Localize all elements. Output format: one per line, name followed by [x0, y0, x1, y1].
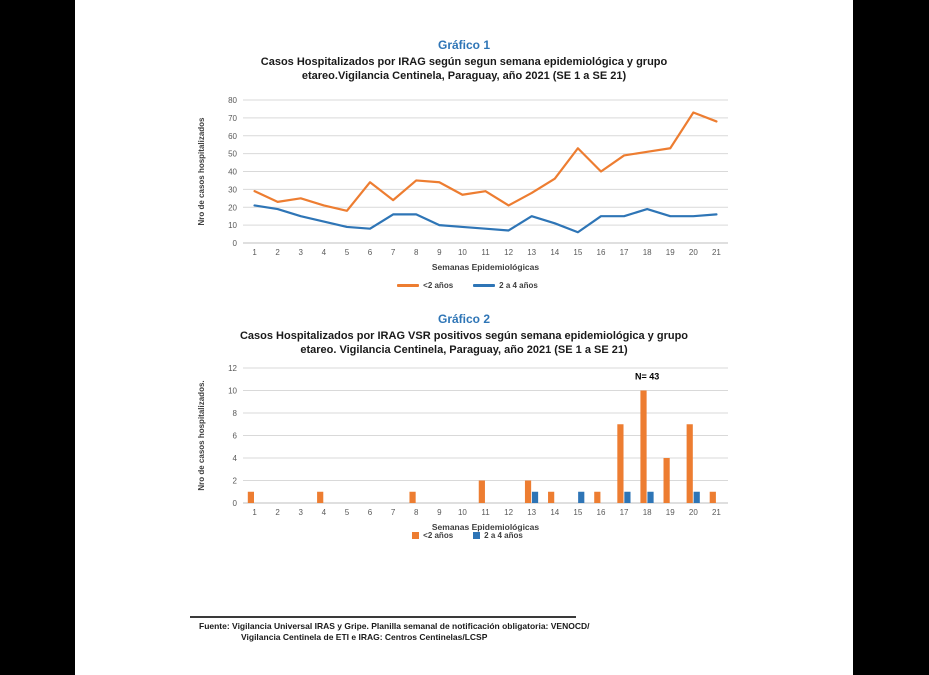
svg-text:30: 30 [228, 185, 237, 195]
svg-text:10: 10 [457, 508, 467, 517]
svg-text:10: 10 [228, 386, 237, 396]
svg-text:11: 11 [481, 248, 490, 257]
figure1-heading: Gráfico 1 [437, 38, 491, 52]
svg-text:11: 11 [481, 508, 490, 517]
legend-item [473, 281, 538, 290]
svg-text:6: 6 [367, 248, 373, 257]
svg-text:7: 7 [390, 508, 396, 517]
svg-text:20: 20 [228, 203, 237, 213]
svg-text:40: 40 [228, 167, 237, 177]
svg-text:18: 18 [642, 508, 652, 517]
blue-square-swatch [473, 532, 480, 539]
svg-text:13: 13 [527, 248, 537, 257]
svg-text:2: 2 [232, 476, 237, 486]
svg-text:Nro de casos hospitalizados.: Nro de casos hospitalizados. [197, 380, 206, 491]
svg-text:14: 14 [550, 248, 560, 257]
svg-text:4: 4 [321, 248, 327, 257]
line-chart-irag-by-week [195, 90, 740, 275]
svg-text:12: 12 [504, 508, 514, 517]
legend-label: <2 años [423, 281, 454, 290]
svg-text:70: 70 [228, 113, 237, 123]
footer-source-line1: Fuente: Vigilancia Universal IRAS y Gripe. Planilla semanal de notificación obligatoria: VENOCD/ [199, 621, 590, 631]
svg-text:1: 1 [252, 248, 257, 257]
svg-text:50: 50 [228, 149, 237, 159]
figure2-legend [195, 531, 740, 540]
svg-text:9: 9 [437, 508, 442, 517]
svg-text:8: 8 [413, 508, 419, 517]
footer-separator [190, 616, 576, 618]
svg-text:4: 4 [232, 454, 237, 463]
svg-text:8: 8 [232, 409, 237, 418]
svg-text:16: 16 [596, 508, 606, 517]
svg-text:2: 2 [275, 508, 280, 517]
figure2-title-line2: etareo. Vigilancia Centinela, Paraguay, año 2021 (SE 1 a SE 21) [300, 344, 628, 356]
svg-text:9: 9 [437, 248, 442, 257]
svg-text:3: 3 [298, 508, 303, 517]
legend-item [397, 281, 453, 290]
footer-source-line2: Vigilancia Centinela de ETI e IRAG: Centros Centinelas/LCSP [241, 632, 488, 642]
svg-text:N= 43: N= 43 [635, 371, 660, 382]
svg-text:15: 15 [573, 508, 583, 517]
svg-text:6: 6 [232, 431, 237, 441]
bar-chart-vsr-by-week [195, 358, 740, 535]
svg-text:8: 8 [413, 248, 419, 257]
legend-item [473, 531, 523, 540]
legend-item [412, 531, 453, 540]
svg-text:21: 21 [711, 248, 721, 257]
svg-text:17: 17 [619, 508, 629, 517]
svg-text:Semanas Epidemiológicas: Semanas Epidemiológicas [431, 262, 540, 272]
svg-text:4: 4 [321, 508, 327, 517]
svg-text:15: 15 [573, 248, 583, 257]
svg-text:13: 13 [527, 508, 537, 517]
svg-text:19: 19 [665, 508, 675, 517]
svg-text:Nro de casos hospitalizados: Nro de casos hospitalizados [197, 117, 206, 226]
svg-text:20: 20 [688, 508, 698, 517]
figure1-legend [195, 281, 740, 290]
svg-text:7: 7 [390, 248, 396, 257]
svg-text:0: 0 [232, 239, 237, 248]
figure2-title-line1: Casos Hospitalizados por IRAG VSR positivos según semana epidemiológica y grupo [239, 330, 689, 342]
svg-text:12: 12 [228, 364, 237, 373]
svg-text:2: 2 [275, 248, 280, 257]
legend-label: <2 años [423, 531, 454, 540]
svg-text:80: 80 [228, 96, 237, 105]
svg-text:3: 3 [298, 248, 303, 257]
svg-text:60: 60 [228, 131, 237, 141]
document-page [75, 0, 853, 675]
svg-text:5: 5 [344, 248, 350, 257]
svg-text:14: 14 [550, 508, 560, 517]
legend-label: 2 a 4 años [484, 531, 523, 540]
svg-text:19: 19 [665, 248, 675, 257]
svg-text:1: 1 [252, 508, 257, 517]
figure1-title-line1: Casos Hospitalizados por IRAG según segun semana epidemiológica y grupo [260, 56, 668, 68]
orange-square-swatch [412, 532, 419, 539]
svg-text:6: 6 [367, 508, 373, 517]
blue-line-swatch [473, 284, 495, 287]
svg-text:20: 20 [688, 248, 698, 257]
svg-text:5: 5 [344, 508, 350, 517]
svg-text:16: 16 [596, 248, 606, 257]
figure2-heading: Gráfico 2 [437, 312, 491, 326]
svg-text:21: 21 [711, 508, 721, 517]
svg-text:17: 17 [619, 248, 629, 257]
figure1-title-line2: etareo.Vigilancia Centinela, Paraguay, año 2021 (SE 1 a SE 21) [301, 70, 627, 82]
svg-text:Semanas Epidemiológicas: Semanas Epidemiológicas [431, 522, 540, 532]
legend-label: 2 a 4 años [499, 281, 538, 290]
svg-text:10: 10 [457, 248, 467, 257]
svg-text:12: 12 [504, 248, 514, 257]
svg-text:18: 18 [642, 248, 652, 257]
svg-text:10: 10 [228, 221, 237, 231]
svg-text:0: 0 [232, 499, 237, 508]
orange-line-swatch [397, 284, 419, 287]
